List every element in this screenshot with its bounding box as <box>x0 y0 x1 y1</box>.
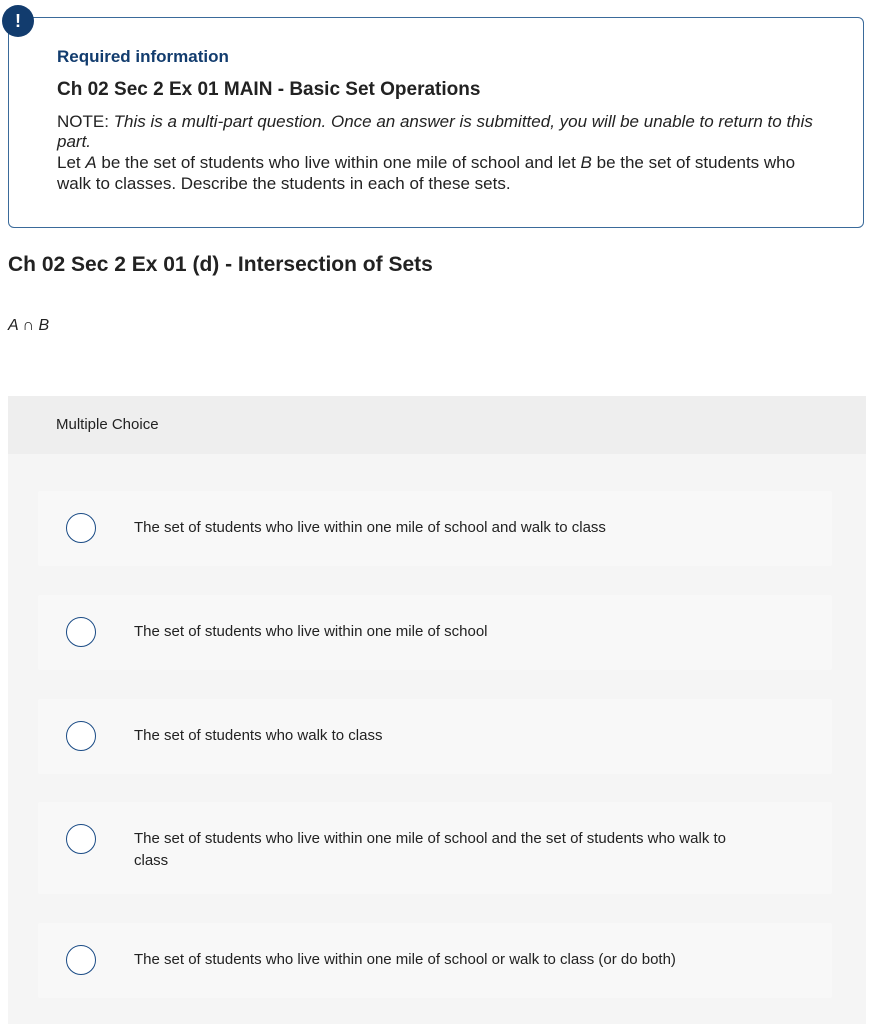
radio-button-4[interactable] <box>66 824 96 854</box>
var-b: B <box>580 153 592 172</box>
choice-label-1: The set of students who live within one mile of school and walk to class <box>134 519 606 536</box>
note-italic: This is a multi-part question. Once an answer is submitted, you will be unable to return to this part. <box>57 112 813 151</box>
choice-label-5: The set of students who live within one mile of school or walk to class (or do both) <box>134 951 676 968</box>
multiple-choice-panel <box>8 396 866 1024</box>
note-text <box>57 112 823 152</box>
question-title: Ch 02 Sec 2 Ex 01 (d) - Intersection of Sets <box>8 253 433 276</box>
multiple-choice-label: Multiple Choice <box>56 416 159 433</box>
choice-option-1[interactable] <box>38 491 832 566</box>
var-a: A <box>85 153 97 172</box>
radio-button-1[interactable] <box>66 513 96 543</box>
radio-button-2[interactable] <box>66 617 96 647</box>
desc-part-1: Let <box>57 153 86 172</box>
radio-button-3[interactable] <box>66 721 96 751</box>
radio-button-5[interactable] <box>66 945 96 975</box>
choice-option-4[interactable] <box>38 802 832 894</box>
choice-option-3[interactable] <box>38 699 832 774</box>
desc-part-3: be the set of students who walk to classes. Describe the students in each of these sets. <box>57 153 796 193</box>
alert-icon: ! <box>2 5 34 37</box>
choice-label-3: The set of students who walk to class <box>134 727 383 744</box>
required-information-content <box>57 46 823 194</box>
required-information-label: Required information <box>57 47 229 66</box>
choice-label-4: The set of students who live within one mile of school and the set of students who walk to class <box>134 830 726 869</box>
choice-option-2[interactable] <box>38 595 832 670</box>
choice-option-5[interactable] <box>38 923 832 998</box>
note-prefix: NOTE: <box>57 112 114 131</box>
desc-part-2: be the set of students who live within one mile of school and let <box>96 153 581 172</box>
required-information-box <box>8 17 864 228</box>
problem-description <box>57 152 823 194</box>
multiple-choice-header <box>8 396 866 454</box>
main-problem-title: Ch 02 Sec 2 Ex 01 MAIN - Basic Set Operations <box>57 79 481 100</box>
question-expression: A ∩ B <box>8 317 50 334</box>
choice-label-2: The set of students who live within one mile of school <box>134 623 488 640</box>
